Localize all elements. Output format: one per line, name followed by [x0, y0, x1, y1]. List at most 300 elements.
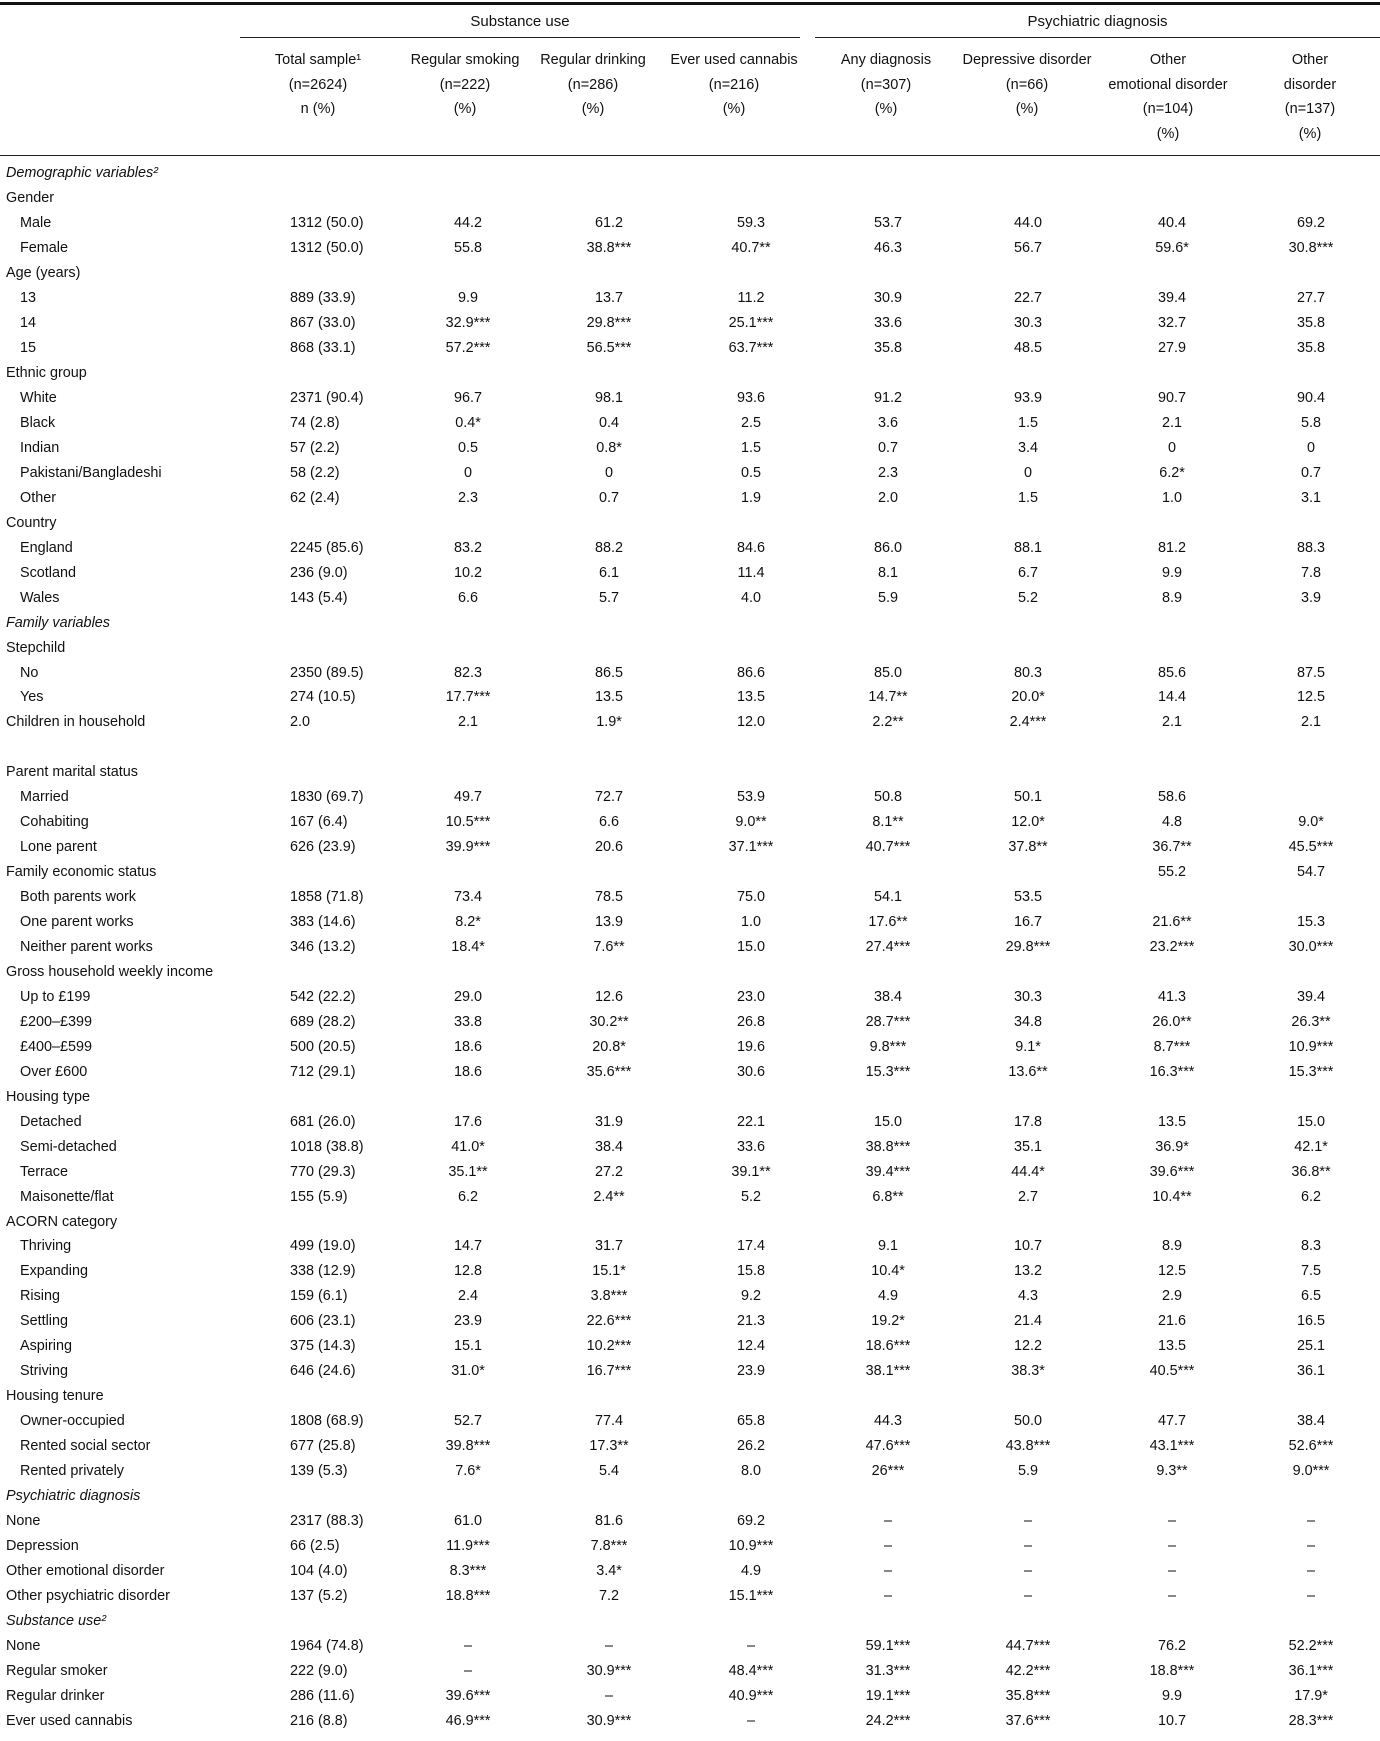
table-cell: 37.8**: [1008, 839, 1048, 856]
table-cell: 31.7: [594, 1238, 623, 1255]
table-cell: 43.1***: [1149, 1438, 1195, 1455]
table-cell: 11.4: [737, 564, 765, 581]
table-row: [0, 1309, 1380, 1334]
table-cell: [680, 1384, 822, 1409]
table-cell: 4.9: [740, 1562, 761, 1579]
table-cell: [398, 161, 538, 186]
table-cell: [538, 1084, 680, 1109]
table-cell: –: [1023, 1587, 1032, 1604]
table-cell: 86.6: [736, 664, 765, 681]
table-cell: [538, 1209, 680, 1234]
table-cell: 338 (12.9): [290, 1263, 356, 1280]
table-cell: [238, 960, 398, 985]
table-cell: 31.9: [594, 1113, 623, 1130]
table-cell: 10.7: [1013, 1238, 1042, 1255]
table-cell: [954, 161, 1102, 186]
table-row: [0, 1059, 1380, 1084]
column-header: [395, 48, 535, 122]
table-cell: [398, 610, 538, 635]
table-cell: 46.3: [873, 240, 902, 257]
table-row: [0, 211, 1380, 236]
table-cell: 50.0: [1013, 1413, 1042, 1430]
table-cell: 13.5: [594, 689, 623, 706]
table-cell: 39.9***: [445, 839, 491, 856]
row-label: Maisonette/flat: [20, 1188, 114, 1205]
table-cell: 29.0: [453, 988, 482, 1005]
table-cell: 15.0: [736, 939, 765, 956]
table-cell: [1242, 760, 1380, 785]
row-label: Demographic variables²: [6, 165, 158, 182]
table-cell: 52.6***: [1288, 1438, 1334, 1455]
table-cell: 35.6***: [586, 1063, 632, 1080]
table-cell: [1102, 1484, 1242, 1509]
row-label: White: [20, 390, 57, 407]
table-cell: 9.1: [877, 1238, 898, 1255]
table-cell: [538, 1608, 680, 1633]
table-cell: 375 (14.3): [290, 1338, 356, 1355]
table-cell: 2.1: [1161, 714, 1182, 731]
table-row: [0, 1034, 1380, 1059]
table-cell: 17.3**: [589, 1438, 629, 1455]
table-cell: 12.2: [1013, 1338, 1042, 1355]
table-cell: 1.9*: [596, 714, 622, 731]
table-cell: 91.2: [873, 390, 902, 407]
table-row: [0, 485, 1380, 510]
table-row: [0, 1633, 1380, 1658]
table-row: [0, 510, 1380, 535]
table-cell: 1964 (74.8): [290, 1637, 364, 1654]
table-cell: 889 (33.9): [290, 290, 356, 307]
table-cell: 346 (13.2): [290, 939, 356, 956]
table-cell: 2245 (85.6): [290, 539, 364, 556]
table-cell: [1102, 610, 1242, 635]
column-header-line: Other: [1149, 52, 1187, 68]
table-cell: 6.6: [598, 814, 619, 831]
row-label: Thriving: [20, 1238, 72, 1255]
column-header-line: (%): [453, 101, 477, 117]
table-cell: [680, 161, 822, 186]
table-cell: [680, 1084, 822, 1109]
table-cell: [1102, 735, 1242, 760]
table-cell: 50.8: [873, 789, 902, 806]
table-cell: 30.6: [736, 1063, 765, 1080]
table-cell: 40.4: [1157, 215, 1186, 232]
table-cell: 9.9: [457, 290, 478, 307]
table-cell: 37.6***: [1005, 1712, 1051, 1729]
table-row: [0, 1708, 1380, 1733]
table-cell: 36.1: [1296, 1363, 1325, 1380]
table-cell: 383 (14.6): [290, 914, 356, 931]
table-cell: 35.8: [1296, 315, 1325, 332]
row-label: None: [6, 1512, 41, 1529]
table-cell: 53.9: [736, 789, 765, 806]
table-cell: 53.7: [873, 215, 902, 232]
row-label: Other emotional disorder: [6, 1562, 165, 1579]
table-cell: [538, 1384, 680, 1409]
table-cell: 2.0: [877, 489, 898, 506]
row-label: Ethnic group: [6, 365, 87, 382]
table-cell: [1242, 261, 1380, 286]
table-cell: 500 (20.5): [290, 1038, 356, 1055]
table-row: [0, 585, 1380, 610]
table-cell: 867 (33.0): [290, 315, 356, 332]
row-label: Over £600: [20, 1063, 88, 1080]
table-row: [0, 1508, 1380, 1533]
table-cell: 6.7: [1017, 564, 1038, 581]
table-cell: 30.9***: [586, 1712, 632, 1729]
table-cell: [538, 960, 680, 985]
table-cell: 2371 (90.4): [290, 390, 364, 407]
table-row: [0, 1284, 1380, 1309]
table-cell: 12.8: [453, 1263, 482, 1280]
table-cell: 39.4: [1296, 988, 1325, 1005]
table-cell: 20.8*: [592, 1038, 626, 1055]
table-cell: 41.3: [1157, 988, 1186, 1005]
table-cell: 90.7: [1157, 390, 1186, 407]
table-row: [0, 1409, 1380, 1434]
table-cell: [680, 610, 822, 635]
table-cell: [680, 1608, 822, 1633]
table-cell: 38.8***: [586, 240, 632, 257]
table-cell: [822, 760, 954, 785]
table-cell: [238, 510, 398, 535]
row-label: Rising: [20, 1288, 60, 1305]
table-cell: 33.6: [873, 315, 902, 332]
table-cell: 770 (29.3): [290, 1163, 356, 1180]
table-cell: 15.3***: [865, 1063, 911, 1080]
table-cell: 49.7: [453, 789, 482, 806]
table-cell: 93.6: [736, 390, 765, 407]
table-cell: 0.7: [877, 439, 898, 456]
table-cell: 10.9***: [728, 1537, 774, 1554]
group-underline: [240, 37, 800, 38]
table-cell: 35.8: [873, 340, 902, 357]
table-cell: 12.5: [1157, 1263, 1186, 1280]
table-cell: 57 (2.2): [290, 439, 340, 456]
table-cell: 6.1: [598, 564, 619, 581]
row-label: Rented social sector: [20, 1438, 151, 1455]
table-cell: –: [1306, 1512, 1315, 1529]
table-cell: 22.7: [1013, 290, 1042, 307]
table-row: [0, 1484, 1380, 1509]
table-cell: 2.1: [457, 714, 478, 731]
table-cell: 2.4**: [593, 1188, 625, 1205]
table-cell: [680, 361, 822, 386]
row-label: England: [20, 539, 73, 556]
table-cell: 1830 (69.7): [290, 789, 364, 806]
table-cell: –: [604, 1637, 613, 1654]
table-cell: 1.5: [1017, 489, 1038, 506]
table-cell: 0.8*: [596, 439, 622, 456]
row-label: Psychiatric diagnosis: [6, 1487, 141, 1504]
table-cell: [680, 635, 822, 660]
row-label: Family economic status: [6, 864, 157, 881]
table-cell: 2.4***: [1009, 714, 1047, 731]
table-cell: 9.9: [1161, 564, 1182, 581]
table-cell: 0.7: [1300, 464, 1321, 481]
column-header-line: (%): [1298, 125, 1322, 142]
table-cell: 5.2: [740, 1188, 761, 1205]
table-cell: 65.8: [736, 1413, 765, 1430]
table-cell: [680, 760, 822, 785]
table-cell: [1242, 960, 1380, 985]
table-cell: 868 (33.1): [290, 340, 356, 357]
table-cell: [398, 860, 538, 885]
table-cell: [954, 960, 1102, 985]
table-cell: 38.8***: [865, 1138, 911, 1155]
column-header-line: Total sample¹: [274, 52, 362, 68]
table-cell: –: [463, 1662, 472, 1679]
row-label: Married: [20, 789, 69, 806]
column-header-line: (%): [581, 101, 605, 117]
table-cell: 6.2: [1300, 1188, 1321, 1205]
column-header: [953, 48, 1101, 122]
table-cell: [822, 1209, 954, 1234]
table-cell: 55.8: [453, 240, 482, 257]
table-cell: 19.2*: [871, 1313, 905, 1330]
table-cell: [822, 261, 954, 286]
table-row: [0, 435, 1380, 460]
table-cell: –: [1167, 1587, 1176, 1604]
table-cell: [398, 1384, 538, 1409]
table-cell: 30.3: [1013, 315, 1042, 332]
table-cell: 23.9: [736, 1363, 765, 1380]
table-cell: 29.8***: [586, 315, 632, 332]
table-cell: 33.6: [736, 1138, 765, 1155]
table-cell: 59.6*: [1155, 240, 1189, 257]
row-label: Gross household weekly income: [6, 963, 214, 980]
table-cell: [1242, 610, 1380, 635]
table-cell: 2.1: [1300, 714, 1321, 731]
table-cell: [1242, 635, 1380, 660]
table-cell: [538, 510, 680, 535]
table-cell: 22.6***: [586, 1313, 632, 1330]
column-header-line: (n=2624): [288, 76, 348, 93]
table-cell: 10.9***: [1288, 1038, 1334, 1055]
table-row: [0, 885, 1380, 910]
table-cell: [238, 610, 398, 635]
table-cell: 12.0: [736, 714, 765, 731]
table-cell: 13.2: [1013, 1263, 1042, 1280]
table-cell: 11.9***: [446, 1537, 490, 1554]
table-cell: –: [1023, 1512, 1032, 1529]
table-cell: [238, 186, 398, 211]
table-cell: 9.0***: [1292, 1463, 1330, 1480]
table-cell: 499 (19.0): [290, 1238, 356, 1255]
table-cell: 27.4***: [865, 939, 911, 956]
row-label: Indian: [20, 439, 60, 456]
table-cell: [1242, 361, 1380, 386]
table-row: [0, 1209, 1380, 1234]
table-cell: 25.1***: [728, 315, 774, 332]
table-cell: 52.7: [453, 1413, 482, 1430]
table-cell: [1242, 1608, 1380, 1633]
row-label: Housing type: [6, 1088, 90, 1105]
table-cell: [398, 510, 538, 535]
table-cell: 17.7***: [445, 689, 491, 706]
column-header-line: (%): [874, 101, 898, 117]
table-cell: [1102, 161, 1242, 186]
table-cell: 1.0: [740, 914, 761, 931]
table-cell: [822, 161, 954, 186]
column-header-line: Regular drinking: [540, 52, 646, 68]
table-cell: –: [883, 1587, 892, 1604]
table-cell: [1102, 1084, 1242, 1109]
table-cell: [954, 1084, 1102, 1109]
table-cell: [822, 1608, 954, 1633]
table-cell: –: [604, 1687, 613, 1704]
table-row: [0, 1384, 1380, 1409]
table-cell: 88.2: [594, 539, 623, 556]
table-cell: 8.1**: [872, 814, 904, 831]
row-label: Up to £199: [20, 988, 91, 1005]
table-cell: [238, 735, 398, 760]
table-cell: 26.2: [736, 1438, 765, 1455]
table-cell: 56.7: [1013, 240, 1042, 257]
column-header-line: (n=104): [1142, 101, 1194, 117]
table-cell: 1312 (50.0): [290, 240, 364, 257]
row-label: Children in household: [6, 714, 146, 731]
table-cell: 30.2**: [589, 1013, 629, 1030]
table-cell: 87.5: [1296, 664, 1325, 681]
table-cell: 35.1**: [448, 1163, 488, 1180]
table-cell: 10.2***: [586, 1338, 632, 1355]
row-label: Aspiring: [20, 1338, 72, 1355]
table-cell: 17.4: [736, 1238, 765, 1255]
table-cell: [680, 735, 822, 760]
table-cell: 159 (6.1): [290, 1288, 348, 1305]
table-cell: [538, 610, 680, 635]
table-row: [0, 560, 1380, 585]
table-cell: [680, 1484, 822, 1509]
table-cell: 712 (29.1): [290, 1063, 356, 1080]
column-header: [820, 48, 952, 122]
table-cell: 7.2: [598, 1587, 619, 1604]
table-cell: 16.7***: [586, 1363, 632, 1380]
table-cell: 44.2: [453, 215, 482, 232]
table-cell: 21.6: [1157, 1313, 1186, 1330]
table-cell: 7.5: [1300, 1263, 1321, 1280]
table-cell: [398, 1084, 538, 1109]
table-cell: 2.4: [457, 1288, 478, 1305]
table-row: [0, 1683, 1380, 1708]
table-cell: [822, 860, 954, 885]
table-row: [0, 785, 1380, 810]
table-cell: –: [1306, 1587, 1315, 1604]
row-label: Both parents work: [20, 889, 136, 906]
table-cell: –: [1306, 1537, 1315, 1554]
group-header-psychiatric-diagnosis: Psychiatric diagnosis: [815, 12, 1380, 36]
table-cell: 10.7: [1157, 1712, 1186, 1729]
table-cell: 15.0: [1296, 1113, 1325, 1130]
table-cell: 69.2: [736, 1512, 765, 1529]
table-cell: 10.2: [453, 564, 482, 581]
table-cell: –: [1023, 1537, 1032, 1554]
table-cell: 50.1: [1013, 789, 1042, 806]
table-cell: [538, 760, 680, 785]
table-cell: [1102, 1384, 1242, 1409]
table-cell: 16.3***: [1149, 1063, 1195, 1080]
table-cell: 3.8***: [590, 1288, 628, 1305]
table-cell: [954, 510, 1102, 535]
table-cell: 17.6: [453, 1113, 482, 1130]
table-cell: 20.0*: [1011, 689, 1045, 706]
table-cell: [538, 635, 680, 660]
table-cell: [822, 186, 954, 211]
table-cell: 54.1: [873, 889, 902, 906]
table-cell: 681 (26.0): [290, 1113, 356, 1130]
table-cell: 6.8**: [872, 1188, 904, 1205]
table-cell: 78.5: [594, 889, 623, 906]
row-label: Age (years): [6, 265, 81, 282]
table-row: [0, 1434, 1380, 1459]
table-row: [0, 660, 1380, 685]
table-cell: 5.9: [877, 589, 898, 606]
table-cell: 10.5***: [445, 814, 491, 831]
table-cell: 40.5***: [1149, 1363, 1195, 1380]
table-cell: 1312 (50.0): [290, 215, 364, 232]
table-cell: 93.9: [1013, 390, 1042, 407]
column-header-line: Ever used cannabis: [670, 52, 798, 68]
table-row: [0, 635, 1380, 660]
table-row: [0, 460, 1380, 485]
row-label: Yes: [20, 689, 44, 706]
row-label: Pakistani/Bangladeshi: [20, 464, 162, 481]
table-cell: [238, 161, 398, 186]
table-cell: 56.5***: [586, 340, 632, 357]
table-cell: 6.2: [457, 1188, 478, 1205]
table-cell: 5.4: [598, 1463, 619, 1480]
table-cell: 9.9: [1161, 1687, 1182, 1704]
table-cell: 17.6**: [868, 914, 908, 931]
table-cell: 42.1*: [1294, 1138, 1328, 1155]
table-cell: [238, 1484, 398, 1509]
table-cell: 43.8***: [1005, 1438, 1051, 1455]
table-cell: [398, 760, 538, 785]
table-cell: [538, 361, 680, 386]
table-row: [0, 1009, 1380, 1034]
table-cell: 18.8***: [445, 1587, 491, 1604]
table-cell: [1102, 1209, 1242, 1234]
table-cell: 58.6: [1157, 789, 1186, 806]
table-cell: 14.7: [453, 1238, 482, 1255]
table-cell: [1102, 261, 1242, 286]
table-cell: 27.2: [594, 1163, 623, 1180]
table-cell: 45.5***: [1288, 839, 1334, 856]
table-cell: 0: [1023, 464, 1032, 481]
table-cell: 0.5: [740, 464, 761, 481]
table-cell: 14.7**: [868, 689, 908, 706]
table-cell: 1.5: [740, 439, 761, 456]
table-cell: 0.5: [457, 439, 478, 456]
table-cell: 0: [1167, 439, 1176, 456]
table-cell: [538, 1484, 680, 1509]
table-cell: 15.8: [736, 1263, 765, 1280]
table-cell: 4.9: [877, 1288, 898, 1305]
row-label: One parent works: [20, 914, 134, 931]
table-cell: [822, 1084, 954, 1109]
table-cell: 5.9: [1017, 1463, 1038, 1480]
table-cell: [680, 1209, 822, 1234]
column-header-line: n (%): [300, 101, 336, 117]
column-header: [1241, 48, 1379, 146]
table-cell: 30.9: [873, 290, 902, 307]
table-cell: 7.8***: [590, 1537, 628, 1554]
table-cell: 4.8: [1161, 814, 1182, 831]
table-cell: 59.3: [736, 215, 765, 232]
table-cell: [238, 1608, 398, 1633]
table-cell: 61.0: [453, 1512, 482, 1529]
